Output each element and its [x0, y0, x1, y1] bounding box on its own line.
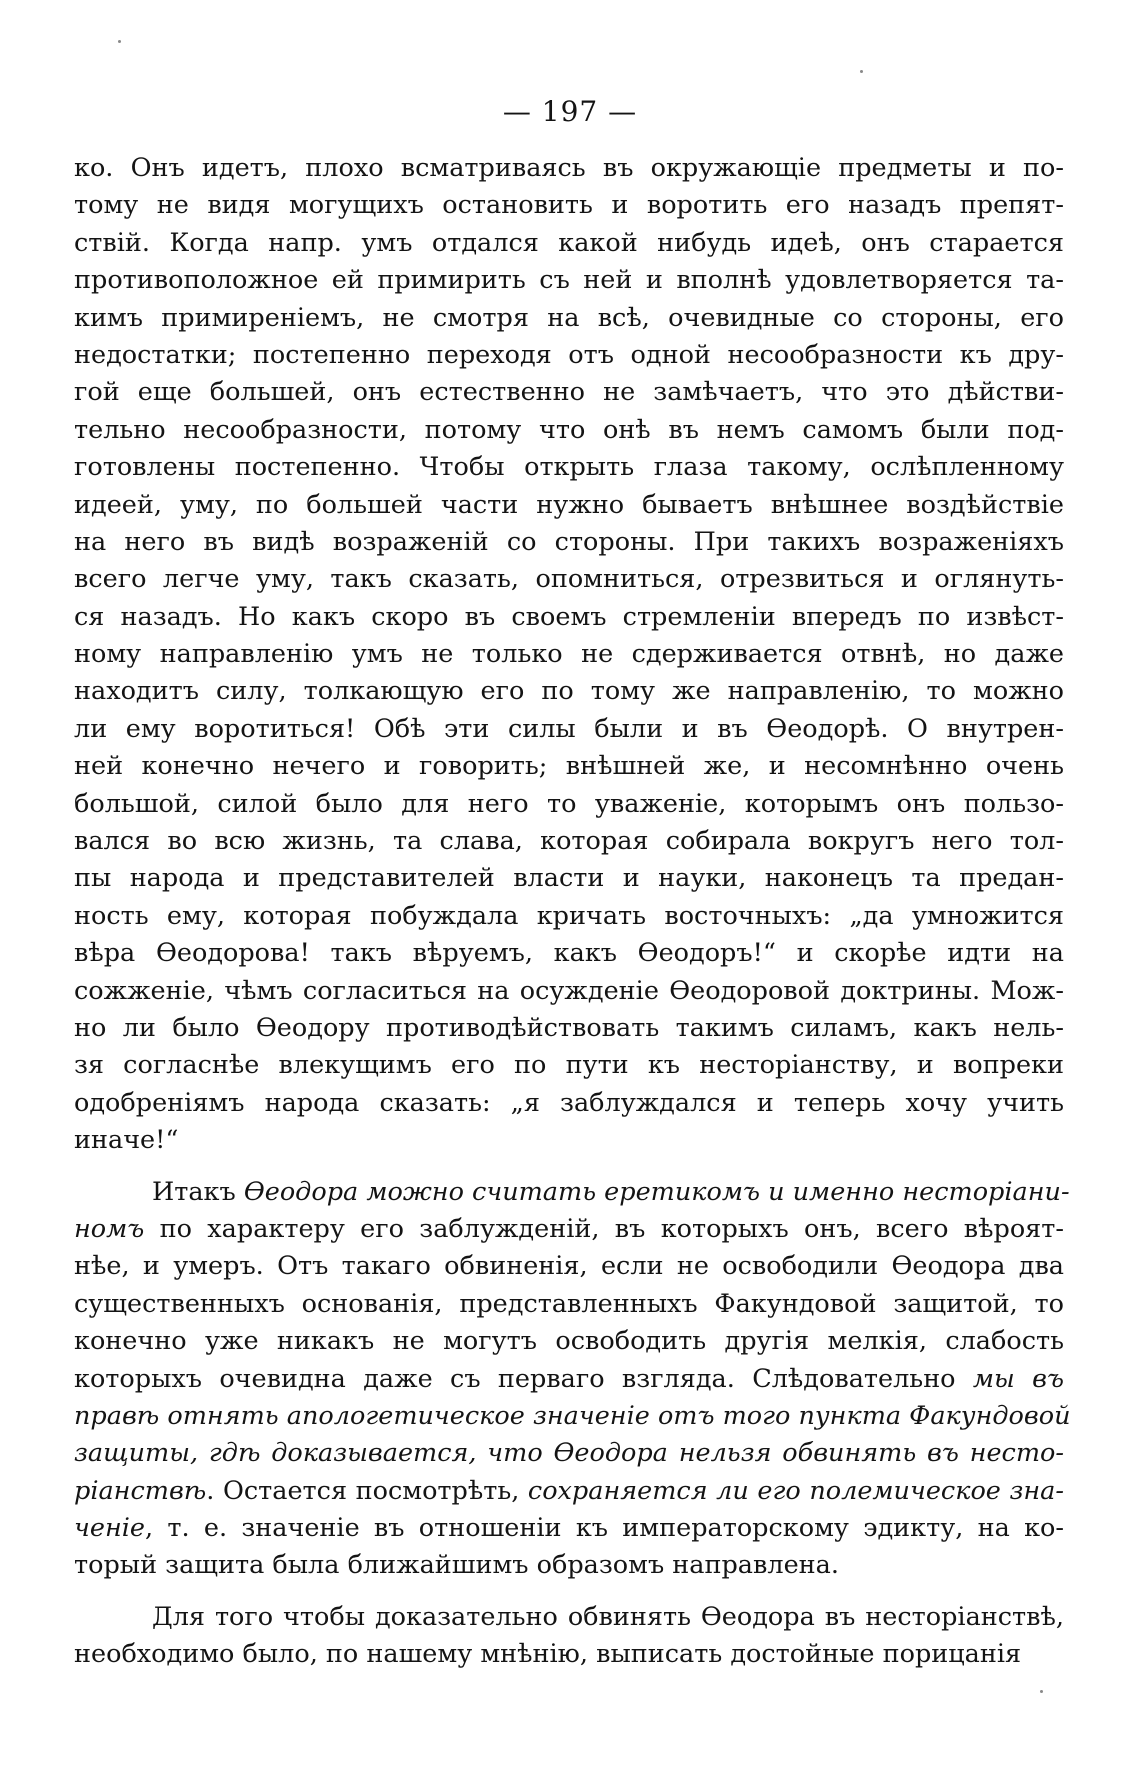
text-span: вѣра Ѳеодорова! такъ вѣруемъ, какъ Ѳеодоръ!“ и скорѣе идти на: [74, 938, 1064, 969]
italic-span: защиты, гдѣ доказывается, что Ѳеодора нельзя обвинять въ несто-: [74, 1438, 1064, 1469]
text-line: [74, 1547, 1064, 1584]
text-span: на него въ видѣ возраженій со стороны. При такихъ возраженіяхъ: [74, 526, 1064, 557]
text-span: , т. е. значеніе въ отношеніи къ императорскому эдикту, на ко-: [145, 1513, 1064, 1544]
text-line: [74, 673, 1064, 710]
text-span: ность ему, которая побуждала кричать восточныхъ: „да умножится: [74, 900, 1064, 931]
paragraph: [74, 150, 1064, 1160]
text-line: [74, 636, 1064, 673]
text-line: [74, 524, 1064, 561]
text-line: [74, 973, 1064, 1010]
text-line: [74, 225, 1064, 262]
text-span: идеей, уму, по большей части нужно бываетъ внѣшнее воздѣйствіе: [74, 489, 1064, 520]
text-span: большой, силой было для него то уваженіе, которымъ онъ пользо-: [74, 788, 1064, 819]
page-number: — 197 —: [502, 95, 638, 128]
text-span: тому не видя могущихъ остановить и воротить его назадъ препят-: [74, 190, 1064, 221]
text-line: [74, 561, 1064, 598]
text-line: [74, 1248, 1064, 1285]
text-line: [74, 1174, 1070, 1211]
italic-span: Ѳеодора можно считать еретикомъ и именно несторіани-: [243, 1176, 1070, 1207]
text-line: [74, 1122, 1064, 1159]
text-line: [74, 1398, 1071, 1435]
text-line: [74, 150, 1064, 187]
text-line: [74, 711, 1064, 748]
italic-span: мы въ: [972, 1363, 1064, 1394]
text-span: иначе!“: [74, 1125, 179, 1156]
text-span: необходимо было, по нашему мнѣнію, выписать достойные порицанія: [74, 1639, 1022, 1670]
text-line: [74, 1510, 1064, 1547]
italic-span: ченіе: [74, 1513, 145, 1544]
print-speck: [1040, 1690, 1043, 1693]
text-span: вался во всю жизнь, та слава, которая собирала вокругъ него тол-: [74, 826, 1064, 857]
text-line: [74, 187, 1064, 224]
text-line: [74, 786, 1064, 823]
text-span: пы народа и представителей власти и науки, наконецъ та предан-: [74, 863, 1064, 894]
text-span: зя согласнѣе влекущимъ его по пути къ несторіанству, и вопреки: [74, 1050, 1064, 1081]
text-line: [74, 1010, 1064, 1047]
text-span: ко. Онъ идетъ, плохо всматриваясь въ окружающіе предметы и по-: [74, 153, 1064, 183]
text-line: [74, 374, 1064, 411]
italic-span: сохраняется ли его полемическое зна-: [527, 1475, 1064, 1506]
text-line: [74, 823, 1064, 860]
text-span: одобреніямъ народа сказать: „я заблуждался и теперь хочу учить: [74, 1087, 1064, 1118]
print-speck: [860, 70, 863, 73]
text-line: [74, 935, 1064, 972]
text-span: . Остается посмотрѣть,: [206, 1475, 528, 1506]
text-line: [74, 1047, 1064, 1084]
text-span: торый защита была ближайшимъ образомъ направлена.: [74, 1550, 839, 1581]
text-line: [74, 599, 1064, 636]
text-span: существенныхъ основанія, представленныхъ Факундовой защитой, то: [74, 1288, 1064, 1319]
text-span: противоположное ей примирить съ ней и вполнѣ удовлетворяется та-: [74, 265, 1064, 296]
italic-span: ріанствѣ: [74, 1475, 207, 1506]
text-line: [74, 860, 1064, 897]
text-span: ли ему воротиться! Обѣ эти силы были и въ Ѳеодорѣ. О внутрен-: [74, 713, 1064, 744]
text-line: [74, 1286, 1064, 1323]
text-line: [74, 1636, 1064, 1673]
text-span: находитъ силу, толкающую его по тому же направленію, то можно: [74, 676, 1064, 707]
text-line: [74, 1435, 1064, 1472]
text-span: ствій. Когда напр. умъ отдался какой нибудь идеѣ, онъ старается: [74, 227, 1064, 258]
text-line: [74, 337, 1064, 374]
text-span: ному направленію умъ не только не сдерживается отвнѣ, но даже: [74, 639, 1064, 670]
paragraph: [74, 1599, 1064, 1674]
text-line: [74, 1599, 1064, 1636]
text-line: [74, 1473, 1064, 1510]
italic-span: номъ: [74, 1213, 145, 1244]
text-span: нѣе, и умеръ. Отъ такаго обвиненія, если не освободили Ѳеодора два: [74, 1251, 1064, 1282]
text-span: которыхъ очевидна даже съ перваго взгляда. Слѣдовательно: [74, 1363, 973, 1394]
text-line: [74, 262, 1064, 299]
text-span: Для того чтобы доказательно обвинять Ѳеодора въ несторіанствѣ,: [152, 1601, 1064, 1632]
text-line: [74, 300, 1064, 337]
text-span: гой еще большей, онъ естественно не замѣчаетъ, что это дѣйстви-: [74, 377, 1064, 408]
text-span: по характеру его заблужденій, въ которыхъ онъ, всего вѣроят-: [144, 1213, 1064, 1244]
text-span: Итакъ: [152, 1176, 244, 1207]
paragraph-gap: [74, 1160, 1064, 1174]
text-span: ся назадъ. Но какъ скоро въ своемъ стремленіи впередъ по извѣст-: [74, 601, 1064, 632]
text-line: [74, 748, 1064, 785]
paragraph-gap: [74, 1585, 1064, 1599]
text-line: [74, 898, 1064, 935]
body-text: [74, 150, 1071, 1674]
text-line: [74, 449, 1064, 486]
paragraph: [74, 1174, 1071, 1585]
print-speck: [118, 40, 121, 43]
text-line: [74, 412, 1064, 449]
text-span: недостатки; постепенно переходя отъ одной несообразности къ дру-: [74, 339, 1064, 370]
text-line: [74, 1211, 1064, 1248]
text-span: кимъ примиреніемъ, не смотря на всѣ, очевидные со стороны, его: [74, 302, 1064, 333]
text-line: [74, 1323, 1064, 1360]
text-span: ней конечно нечего и говорить; внѣшней же, и несомнѣнно очень: [74, 751, 1064, 782]
text-span: сожженіе, чѣмъ согласиться на осужденіе Ѳеодоровой доктрины. Мож-: [74, 975, 1064, 1006]
italic-span: правѣ отнять апологетическое значеніе отъ того пункта Факундовой: [74, 1400, 1071, 1431]
text-line: [74, 1361, 1064, 1398]
text-span: тельно несообразности, потому что онѣ въ немъ самомъ были под-: [74, 414, 1064, 445]
text-span: всего легче уму, такъ сказать, опомниться, отрезвиться и оглянуть-: [74, 564, 1064, 595]
text-span: конечно уже никакъ не могутъ освободить другія мелкія, слабость: [74, 1326, 1064, 1357]
text-span: но ли было Ѳеодору противодѣйствовать такимъ силамъ, какъ нель-: [74, 1012, 1064, 1043]
text-line: [74, 487, 1064, 524]
text-span: готовлены постепенно. Чтобы открыть глаза такому, ослѣпленному: [74, 452, 1064, 483]
text-line: [74, 1085, 1064, 1122]
